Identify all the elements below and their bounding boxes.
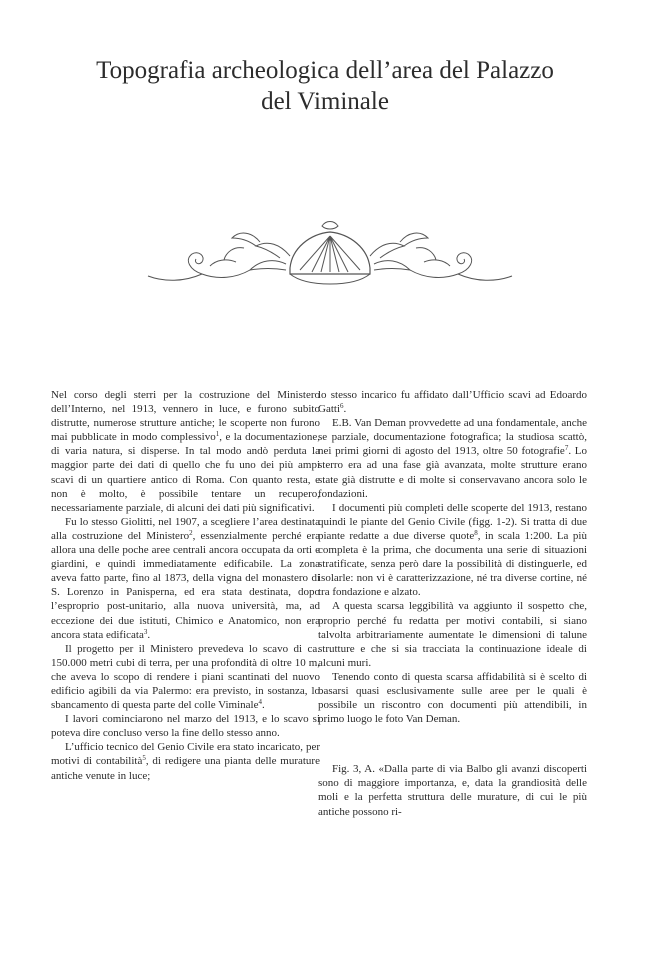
paragraph: Nel corso degli sterri per la costruzione del Ministero dell’Interno, nel 1913, vennero in luce, e furono subito distrutte, numerose strutture antiche; le scoperte non furono mai pubblicate in modo complessivo$^1$, e la documentazione, di varia natura, si disperse. In tal modo andò perduta la maggior parte dei dati di quello che fu uno dei più ampi scavi di un quartiere antico di Roma. Con quanto resta, e non è molto, è possibile tentare un recupero, necessariamente parziale, di alcuni dei dati più significativi. [51, 389, 320, 514]
article-title [40, 55, 610, 117]
right-column [318, 388, 587, 819]
paragraph: Fig. 3, A. «Dalla parte di via Balbo gli avanzi discoperti sono di maggiore importanza, e, data la grandiosità delle moli e la perfetta struttura delle murature, di cui le più antiche possono ri- [318, 763, 587, 818]
shell-scroll-ornament-icon [140, 212, 520, 292]
paragraph: I lavori cominciarono nel marzo del 1913, e lo scavo si poteva dire concluso verso la fine dello stesso anno. [51, 713, 320, 740]
left-column [51, 388, 320, 783]
paragraph: L’ufficio tecnico del Genio Civile era stato incaricato, per motivi di contabilità$^5$, di redigere una pianta delle murature antiche venute in luce; [51, 741, 320, 782]
paragraph: lo stesso incarico fu affidato dall’Ufficio scavi ad Edoardo Gatti$^6$. [318, 389, 587, 416]
paragraph: Fu lo stesso Giolitti, nel 1907, a scegliere l’area destinata alla costruzione del Ministero$^2$, essenzialmente perché era allora una delle poche aree centrali ancora occupata da orti e giardini, e quindi immediatamente edificabile. La zona aveva fatto parte, fino al 1873, della vigna del monastero di S. Lorenzo in Panisperna, ed era stata destinata, dopo l’esproprio post-unitario, alla nuova università, ma, ad eccezione dei due istituti, Chimico e Anatomico, non era ancora stata edificata$^3$. [51, 515, 320, 641]
title-line-2: del Viminale [261, 88, 389, 115]
paragraph: Tenendo conto di questa scarsa affidabilità si è scelto di basarsi quasi esclusivamente sulle aree per le quali è possibile un riscontro con documenti più attendibili, in primo luogo le foto Van Deman. [318, 670, 587, 726]
title-line-1: Topografia archeologica dell’area del Palazzo [96, 57, 554, 84]
paragraph: A questa scarsa leggibilità va aggiunto il sospetto che, proprio perché fu redatta per motivi contabili, si siano talvolta arbitrariamente aumentate le dimensioni di talune strutture e che si sia tracciata la continuazione ideale di alcuni muri. [318, 600, 587, 669]
paragraph: Il progetto per il Ministero prevedeva lo scavo di ca. 150.000 metri cubi di terra, per una profondità di oltre 10 m, che aveva lo scopo di rendere i piani scantinati del nuovo edificio agibili da via Palermo: era previsto, in sostanza, lo sbancamento di questa parte del colle Viminale$^4$. [51, 642, 320, 712]
paragraph: I documenti più completi delle scoperte del 1913, restano quindi le piante del Genio Civile (figg. 1-2). Si tratta di due piante redatte a due diverse quote$^8$, in scala 1:200. La più completa è la prima, che documenta una serie di situazioni stratificate, senza però dare la possibilità di distinguerle, ed isolarle: non vi è caratterizzazione, né tra diverse cortine, né tra fondazione e alzato. [318, 501, 587, 599]
paragraph: E.B. Van Deman provvedette ad una fondamentale, anche se parziale, documentazione fotografica; la studiosa scattò, nei primi giorni di agosto del 1913, oltre 50 fotografie$^7$. Lo sterro era ad una fase già avanzata, molte strutture erano state già distrutte e di molte si conservavano ancora solo le fondazioni. [318, 417, 587, 500]
